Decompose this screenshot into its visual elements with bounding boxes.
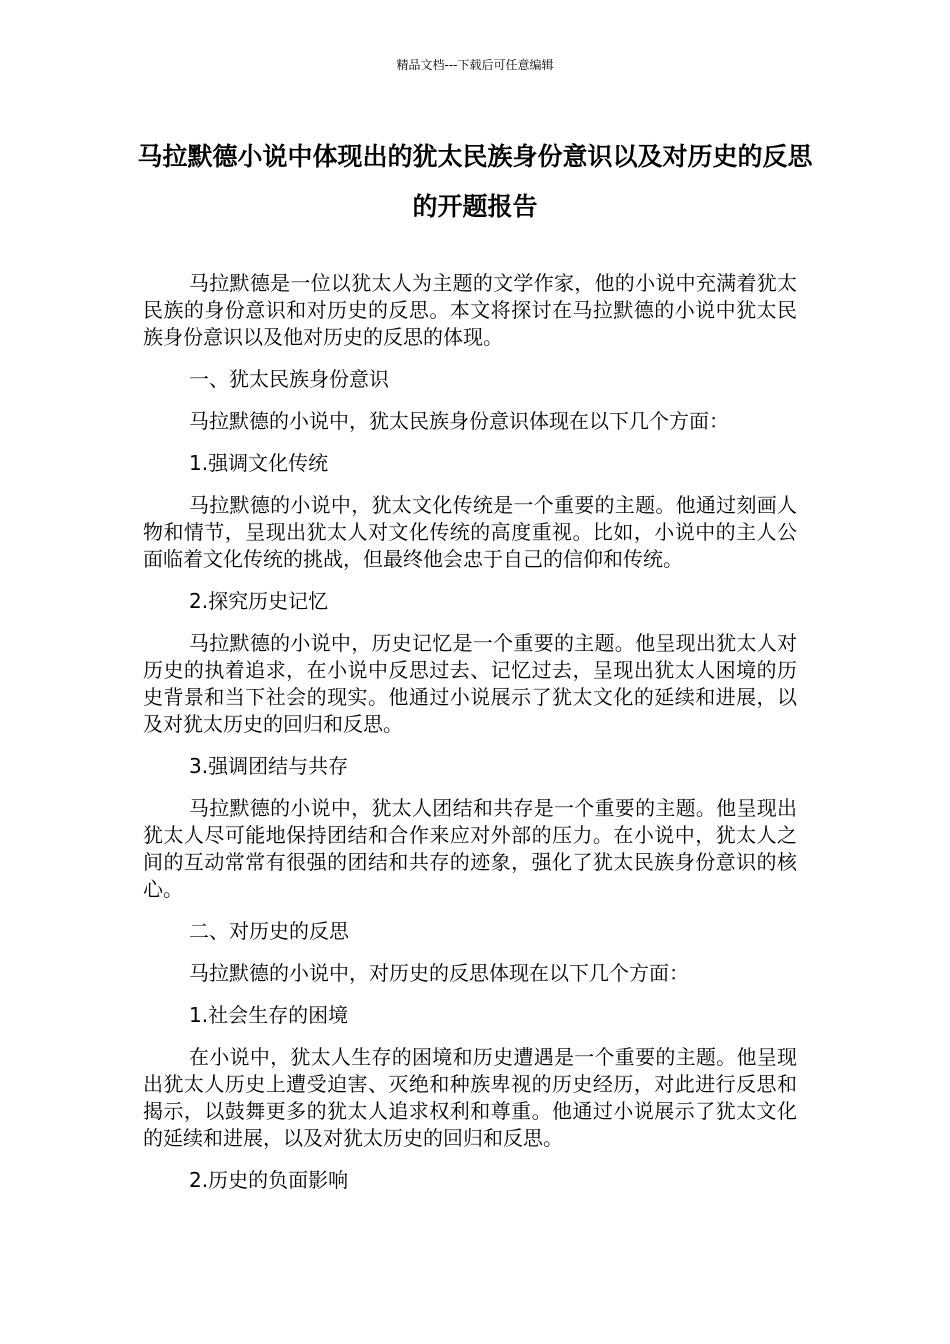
subheading-culture: 1.强调文化传统 (189, 451, 329, 475)
subheading-negative-impact: 2.历史的负面影响 (189, 1168, 349, 1192)
document-title: 马拉默德小说中体现出的犹太民族身份意识以及对历史的反思的开题报告 (137, 142, 813, 221)
subheading-survival: 1.社会生存的困境 (189, 1003, 349, 1027)
paragraph-culture: 马拉默德的小说中，犹太文化传统是一个重要的主题。他通过刻画人物和情节，呈现出犹太人对文化传统的高度重视。比如，小说中的主人公面临着文化传统的挑战，但最终他会忠于自己的信仰和传统。 (143, 493, 797, 571)
section-intro-history: 马拉默德的小说中，对历史的反思体现在以下几个方面： (189, 961, 689, 985)
section-intro-identity: 马拉默德的小说中，犹太民族身份意识体现在以下几个方面： (189, 409, 729, 433)
intro-paragraph: 马拉默德是一位以犹太人为主题的文学作家，他的小说中充满着犹太民族的身份意识和对历史的反思。本文将探讨在马拉默德的小说中犹太民族身份意识以及他对历史的反思的体现。 (143, 271, 797, 349)
section-heading-history: 二、对历史的反思 (189, 919, 349, 943)
paragraph-survival: 在小说中，犹太人生存的困境和历史遭遇是一个重要的主题。他呈现出犹太人历史上遭受迫害、灭绝和种族卑视的历史经历，对此进行反思和揭示，以鼓舞更多的犹太人追求权利和尊重。他通过小说展示了犹太文化的延续和进展，以及对犹太历史的回归和反思。 (143, 1045, 797, 1150)
subheading-unity: 3.强调团结与共存 (189, 754, 349, 778)
section-heading-identity: 一、犹太民族身份意识 (189, 367, 389, 391)
header-note: 精品文档---下载后可任意编辑 (396, 58, 554, 72)
paragraph-unity: 马拉默德的小说中，犹太人团结和共存是一个重要的主题。他呈现出犹太人尽可能地保持团结和合作来应对外部的压力。在小说中，犹太人之间的互动常常有很强的团结和共存的迹象，强化了犹太民族身份意识的核心。 (143, 796, 797, 901)
subheading-memory: 2.探究历史记忆 (189, 589, 329, 613)
document-body (143, 270, 797, 1194)
paragraph-memory: 马拉默德的小说中，历史记忆是一个重要的主题。他呈现出犹太人对历史的执着追求，在小说中反思过去、记忆过去，呈现出犹太人困境的历史背景和当下社会的现实。他通过小说展示了犹太文化的延续和进展，以及对犹太历史的回归和反思。 (143, 631, 797, 736)
